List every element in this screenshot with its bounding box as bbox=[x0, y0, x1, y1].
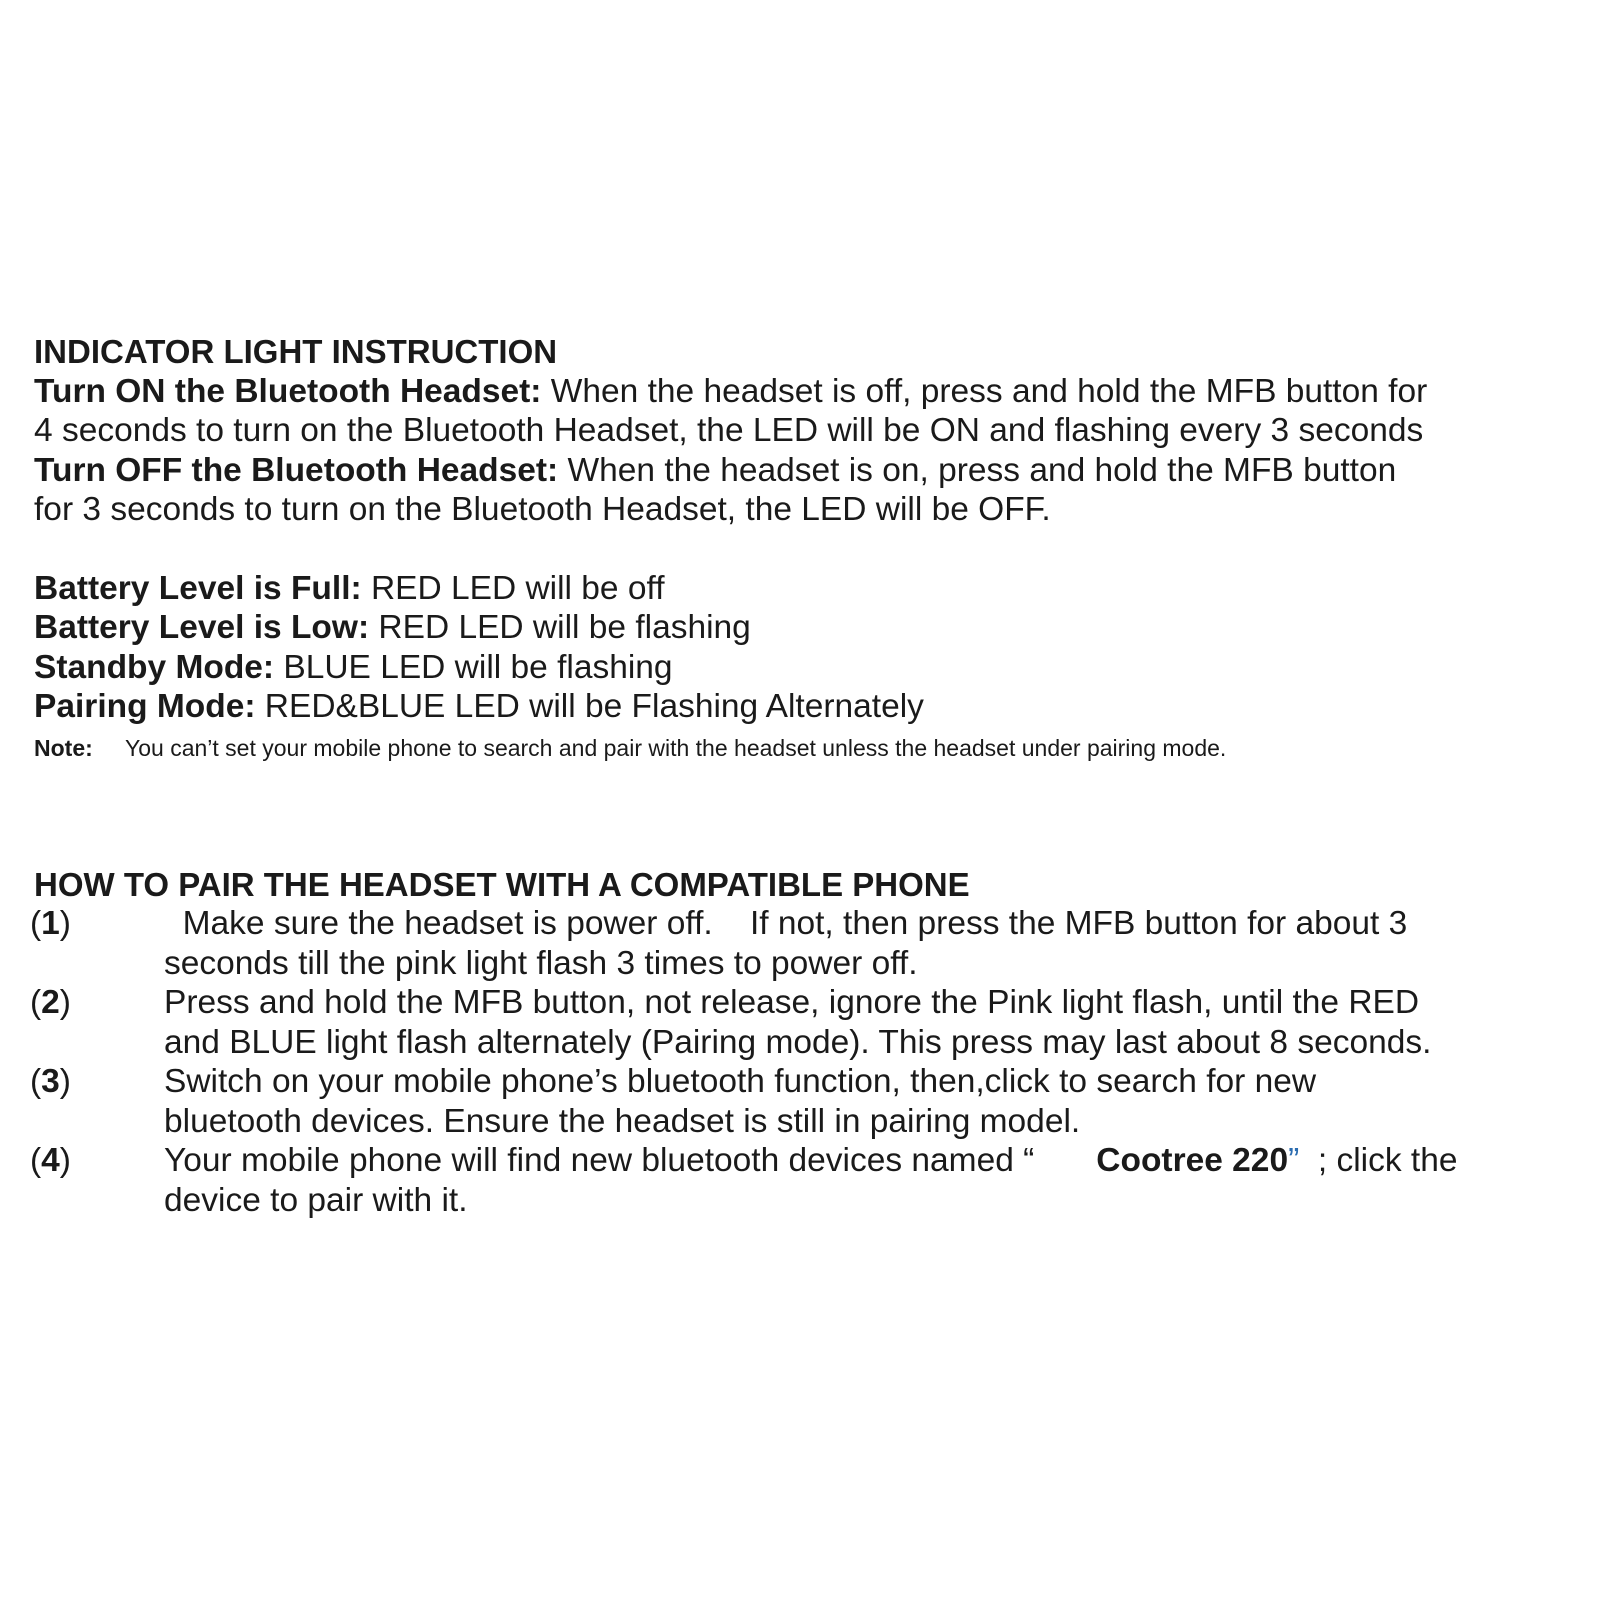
step-line-1: Make sure the headset is power off. If not, then press the MFB button for about 3 bbox=[164, 905, 1408, 942]
turn-off-label: Turn OFF the Bluetooth Headset: bbox=[34, 451, 559, 489]
step-line-1-post: ; click the bbox=[1299, 1142, 1458, 1179]
turn-off-line-2: for 3 seconds to turn on the Bluetooth Headset, the LED will be OFF. bbox=[34, 491, 1051, 528]
pairing-mode-text: RED&BLUE LED will be Flashing Alternately bbox=[255, 688, 924, 725]
step-text bbox=[164, 904, 1407, 983]
note-text: You can’t set your mobile phone to search and pair with the headset unless the headset under pairing mode. bbox=[125, 734, 1227, 761]
battery-full-line bbox=[34, 569, 1594, 609]
step-line-1: Switch on your mobile phone’s bluetooth function, then,click to search for new bbox=[164, 1063, 1317, 1100]
pairing-heading: HOW TO PAIR THE HEADSET WITH A COMPATIBLE PHONE bbox=[34, 865, 970, 903]
battery-full-label: Battery Level is Full: bbox=[34, 569, 362, 607]
turn-on-label: Turn ON the Bluetooth Headset: bbox=[34, 372, 542, 410]
turn-off-line-1 bbox=[34, 451, 1594, 491]
step-line-2: bluetooth devices. Ensure the headset is still in pairing model. bbox=[164, 1102, 1081, 1140]
standby-text: BLUE LED will be flashing bbox=[274, 648, 673, 686]
step-text bbox=[164, 983, 1431, 1062]
battery-low-label: Battery Level is Low: bbox=[34, 609, 370, 646]
battery-full-text: RED LED will be off bbox=[361, 569, 665, 607]
step-number: (1) bbox=[30, 905, 71, 942]
step-number: (2) bbox=[30, 984, 71, 1021]
pairing-step-2 bbox=[30, 983, 1594, 1062]
note-label: Note: bbox=[34, 734, 93, 761]
pairing-mode-line bbox=[34, 687, 1594, 727]
battery-low-text: RED LED will be flashing bbox=[369, 609, 751, 646]
step-text bbox=[164, 1062, 1316, 1141]
spacer bbox=[34, 530, 1594, 569]
turn-on-line-1 bbox=[34, 372, 1594, 412]
step-line-1-pre: Your mobile phone will find new bluetooth devices named “ bbox=[164, 1142, 1035, 1179]
step-number: (3) bbox=[30, 1063, 71, 1100]
pairing-step-3 bbox=[30, 1062, 1594, 1141]
pairing-section bbox=[30, 865, 1594, 1221]
turn-on-line-2: 4 seconds to turn on the Bluetooth Headset, the LED will be ON and flashing every 3 seconds bbox=[34, 412, 1424, 449]
pairing-step-4 bbox=[30, 1141, 1594, 1220]
quote-close: ” bbox=[1288, 1142, 1300, 1179]
note-line bbox=[34, 727, 1594, 769]
step-line-2: seconds till the pink light flash 3 times to power off. bbox=[164, 944, 918, 982]
battery-low-line bbox=[34, 608, 1594, 648]
standby-line bbox=[34, 648, 1594, 688]
step-text bbox=[164, 1141, 1457, 1220]
step-number: (4) bbox=[30, 1142, 71, 1179]
step-line-1: Press and hold the MFB button, not release, ignore the Pink light flash, until the RED bbox=[164, 984, 1420, 1021]
step-line-1 bbox=[164, 1141, 1457, 1181]
pairing-mode-label: Pairing Mode: bbox=[34, 688, 256, 725]
step-line-2: and BLUE light flash alternately (Pairing mode). This press may last about 8 seconds. bbox=[164, 1023, 1432, 1061]
pairing-step-1 bbox=[30, 904, 1594, 983]
step-line-2: device to pair with it. bbox=[164, 1181, 468, 1219]
indicator-heading: INDICATOR LIGHT INSTRUCTION bbox=[34, 333, 558, 370]
standby-label: Standby Mode: bbox=[34, 648, 275, 686]
document-body bbox=[30, 332, 1594, 1220]
turn-off-text-1: When the headset is on, press and hold the MFB button bbox=[558, 451, 1397, 489]
turn-on-text-1: When the headset is off, press and hold the MFB button for bbox=[541, 372, 1428, 410]
device-name: Cootree 220 bbox=[1096, 1142, 1289, 1179]
